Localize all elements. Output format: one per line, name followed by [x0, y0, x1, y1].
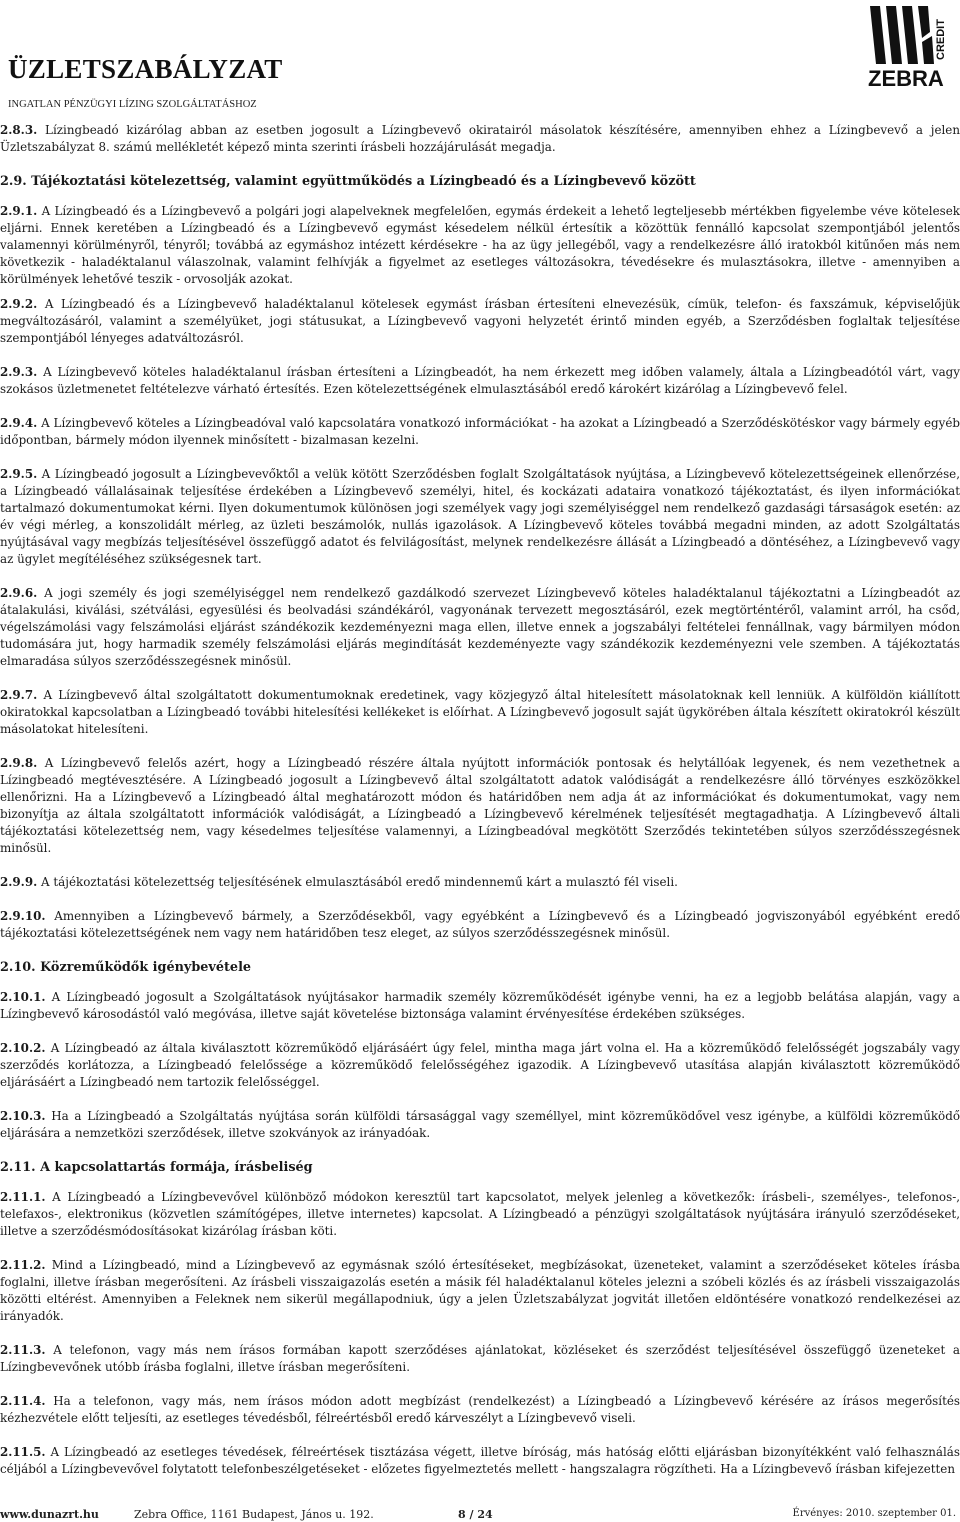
logo-zebra-text: ZEBRA [868, 66, 944, 91]
document-subtitle: INGATLAN PÉNZÜGYI LÍZING SZOLGÁLTATÁSHOZ [8, 99, 257, 110]
paragraph-2-9-9: 2.9.9. A tájékoztatási kötelezettség teljesítésének elmulasztásából eredő mindennemű kárt a mulasztó fél viseli. [0, 875, 678, 889]
heading-2-11: 2.11. A kapcsolattartás formája, írásbeliség [0, 1160, 313, 1175]
paragraph-2-9-5: 2.9.5. A Lízingbeadó jogosult a Lízingbevevőktől a velük kötött Szerződésben foglalt Szolgáltatások nyújtása, a Lízingbevevő kötelezettségeinek ellenőrzése, a Lízingbeadó vállalásainak teljesítése érdekében a Lízingbevevő személyi, hitel, és kockázati adataira vonatkozó tájékoztatást, és ilyen információkat tartalmazó dokumentumokat kérni. Ilyen dokumentumok különösen jogi személyek vagy jogi személyiséggel nem rendelkező gazdasági társaságok esetén: az év végi mérleg, a konszolidált mérleg, az üzleti beszámolók, nullás igazolások. A Lízingbevevő köteles továbbá megadni minden, az adott Szolgáltatás nyújtásával vagy megbízás teljesítésével összefüggő adatot és felvilágosítást, melynek rendelkezésre állását a Lízingbeadó a döntéséhez, a Lízingbevevő vagy az ügylet megítéléséhez szükségesnek tart. [0, 467, 960, 566]
footer-validity-date: Érvényes: 2010. szeptember 01. [792, 1508, 956, 1519]
paragraph-2-11-4: 2.11.4. Ha a telefonon, vagy más, nem írásos módon adott megbízást (rendelkezést) a Lízingbeadó a Lízingbevevő kérésére az írásos megerősítés kézhezvétele előtt teljesíti, az esetleges tévedésből, félreértésből eredő kárveszélyt a Lízingbevevő viseli. [0, 1394, 960, 1425]
paragraph-2-10-1: 2.10.1. A Lízingbeadó jogosult a Szolgáltatások nyújtásakor harmadik személy közreműködését igénybe venni, ha ez a legjobb belátása alapján, vagy a Lízingbevevő károsodástól való megóvása, illetve saját követelése biztonsága valamint érvényesítése érdekében szükséges. [0, 990, 960, 1021]
paragraph-2-9-1: 2.9.1. A Lízingbeadó és a Lízingbevevő a polgári jogi alapelveknek megfelelően, egymás érdekeit a lehető legteljesebb mértékben figyelembe véve kötelesek eljárni. Ennek keretében a Lízingbeadó és a Lízingbevevő egymást késedelem nélkül értesítik a közöttük fennálló kapcsolat szempontjából jelentős valamennyi körülményről, tényről; továbbá az egymáshoz intézett kérdésekre - ha az ügy jellegéből, vagy a rendelkezésre álló iratokból kitűnően más nem következik - haladéktalanul válaszolnak, valamint felhívják a figyelmet az esetleges változásokra, tévedésekre és mulasztásokra, illetve - amennyiben a körülmények lehetővé teszik - orvosolják azokat. [0, 204, 960, 286]
paragraph-2-9-6: 2.9.6. A jogi személy és jogi személyiséggel nem rendelkező gazdálkodó szervezet Lízingbevevő köteles haladéktalanul tájékoztatni a Lízingbeadót az átalakulási, kiválási, szétválási, egyesülési és beolvadási szándékáról, vagyonának tervezett megosztásáról, ezek megtörténtéről, valamint arról, ha csőd, végelszámolási vagy felszámolási eljárást szándékozik kezdeményezni maga ellen, illetve ennek a jogszabályi feltételei fennállnak, vagy bármilyen módon tudomására jut, hogy harmadik személy felszámolási eljárás megindítását kezdeményezte vagy szándékozik kezdeményezni vele szemben. A tájékoztatás elmaradása súlyos szerződésszegésnek minősül. [0, 586, 960, 668]
document-title: ÜZLETSZABÁLYZAT [8, 54, 283, 84]
paragraph-2-9-2: 2.9.2. A Lízingbeadó és a Lízingbevevő haladéktalanul kötelesek egymást írásban értesíteni elnevezésük, címük, telefon- és faxszámuk, képviselőjük megváltozásáról, valamint a személyüket, jogi státusukat, a Lízingbevevő vagyoni helyzetét érintő minden egyéb, a Szerződésben foglaltak teljesítése szempontjából lényeges adatváltozásról. [0, 297, 960, 345]
page-footer [0, 1508, 960, 1522]
paragraph-2-11-1: 2.11.1. A Lízingbeadó a Lízingbevevővel különböző módokon keresztül tart kapcsolatot, melyek jelenleg a következők: írásbeli-, személyes-, telefonos-, telefaxos-, elektronikus (közvetlen számítógépes, illetve internetes) kapcsolat. A Lízingbeadó a pénzügyi szolgáltatások nyújtására irányuló szerződéseket, illetve a szerződésmódosításokat kizárólag írásban köti. [0, 1190, 960, 1238]
page-header [8, 0, 952, 115]
paragraph-2-11-3: 2.11.3. A telefonon, vagy más nem írásos formában kapott szerződéses ajánlatokat, közléseket és szerződést teljesítésével összefüggő üzeneteket a Lízingbevevőnek utóbb írásba foglalni, illetve írásban megerősíteni. [0, 1343, 960, 1374]
paragraph-2-9-8: 2.9.8. A Lízingbevevő felelős azért, hogy a Lízingbeadó részére általa nyújtott információk pontosak és helytállóak legyenek, és nem vezethetnek a Lízingbeadó megtévesztésére. A Lízingbeadó jogosult a Lízingbevevő által szolgáltatott adatok valódiságát a rendelkezésre álló törvényes eszközökkel ellenőrizni. Ha a Lízingbevevő a Lízingbeadó által meghatározott módon és határidőben nem adja át az információkat és dokumentumokat, vagy nem bizonyítja az általa szolgáltatott információk valódiságát, a Lízingbeadó a Lízingbevevő kérelmének teljesítését megtagadhatja. A Lízingbevevő általi tájékoztatási kötelezettség nem, vagy késedelmes teljesítése valamennyi, a Lízingbeadóval megkötött Szerződés tekintetében súlyos szerződésszegésnek minősül. [0, 756, 960, 855]
paragraph-2-10-2: 2.10.2. A Lízingbeadó az általa kiválasztott közreműködő eljárásáért úgy felel, mintha maga járt volna el. Ha a közreműködő felelősségét jogszabály vagy szerződés korlátozza, a Lízingbeadó felelőssége a közreműködő felelősségéhez igazodik. A Lízingbevevő utasítása alapján kiválasztott közreműködő eljárásáért a Lízingbeadó nem tartozik felelősséggel. [0, 1041, 960, 1089]
footer-page-number: 8 / 24 [458, 1508, 493, 1521]
paragraph-2-11-2: 2.11.2. Mind a Lízingbeadó, mind a Lízingbevevő az egymásnak szóló értesítéseket, megbízásokat, üzeneteket, valamint a szerződéseket köteles írásba foglalni, illetve írásban megerősíteni. Az írásbeli visszaigazolás esetén a másik fél haladéktalanul köteles jelezni a szóbeli közlés és az írásbeli visszaigazolás közötti eltérést. Amennyiben a Feleknek nem sikerül megállapodniuk, úgy a jelen Üzletszabályzat jogvitát illetően eldöntésére vonatkozó rendelkezései az irányadók. [0, 1258, 960, 1323]
paragraph-2-9-4: 2.9.4. A Lízingbevevő köteles a Lízingbeadóval való kapcsolatára vonatkozó információkat - ha azokat a Lízingbeadó a Szerződéskötéskor vagy bármely egyéb időpontban, bármely módon ilyennek minősített - bizalmasan kezelni. [0, 416, 960, 447]
paragraph-2-11-5: 2.11.5. A Lízingbeadó az esetleges tévedések, félreértések tisztázása végett, illetve bíróság, más hatóság előtti eljárásban bizonyítékként való felhasználás céljából a Lízingbevevővel folytatott telefonbeszélgetéseket - előzetes figyelmeztetés mellett - hangszalagra rögzítheti. Ha a Lízingbevevő írásban kifejezetten [0, 1445, 960, 1476]
footer-website-link[interactable]: www.dunazrt.hu [0, 1508, 99, 1521]
paragraph-2-10-3: 2.10.3. Ha a Lízingbeadó a Szolgáltatás nyújtása során külföldi társasággal vagy személlyel, mint közreműködővel vesz igénybe, a külföldi közreműködő eljárására a nemzetközi szerződések, illetve szokványok az irányadóak. [0, 1109, 960, 1140]
zebra-credit-logo [864, 2, 952, 92]
heading-2-9: 2.9. Tájékoztatási kötelezettség, valamint együttműködés a Lízingbeadó és a Lízingbevevő között [0, 174, 696, 189]
paragraph-2-9-3: 2.9.3. A Lízingbevevő köteles haladéktalanul írásban értesíteni a Lízingbeadót, ha nem érkezett meg időben valamely, általa a Lízingbeadótól várt, vagy szokásos üzletmenetet feltételezve várható értesítés. Ezen kötelezettségének elmulasztásából eredő károkért kizárólag a Lízingbevevő felel. [0, 365, 960, 396]
logo-credit-text: CREDIT [935, 19, 947, 60]
heading-2-10: 2.10. Közreműködők igénybevétele [0, 960, 252, 975]
paragraph-2-9-7: 2.9.7. A Lízingbevevő által szolgáltatott dokumentumoknak eredetinek, vagy közjegyző által hitelesített másolatoknak kell lenniük. A külföldön kiállított okiratokkal kapcsolatban a Lízingbeadó további hitelesítési kellékeket is előírhat. A Lízingbevevő jogosult saját ügykörében általa készített okiratokról készült másolatokat hitelesíteni. [0, 688, 960, 736]
paragraph-2-9-10: 2.9.10. Amennyiben a Lízingbevevő bármely, a Szerződésekből, vagy egyébként a Lízingbevevő és a Lízingbeadó jogviszonyából egyébként eredő tájékoztatási kötelezettségének nem vagy nem határidőben tesz eleget, az súlyos szerződésszegésnek minősül. [0, 909, 960, 940]
document-body [0, 122, 960, 1495]
footer-office-address: Zebra Office, 1161 Budapest, János u. 192. [134, 1508, 374, 1521]
paragraph-2-8-3: 2.8.3. Lízingbeadó kizárólag abban az esetben jogosult a Lízingbevevő okiratairól másolatok készítésére, amennyiben ehhez a Lízingbevevő a jelen Üzletszabályzat 8. számú mellékletét képező minta szerinti írásbeli hozzájárulását megadja. [0, 123, 960, 154]
